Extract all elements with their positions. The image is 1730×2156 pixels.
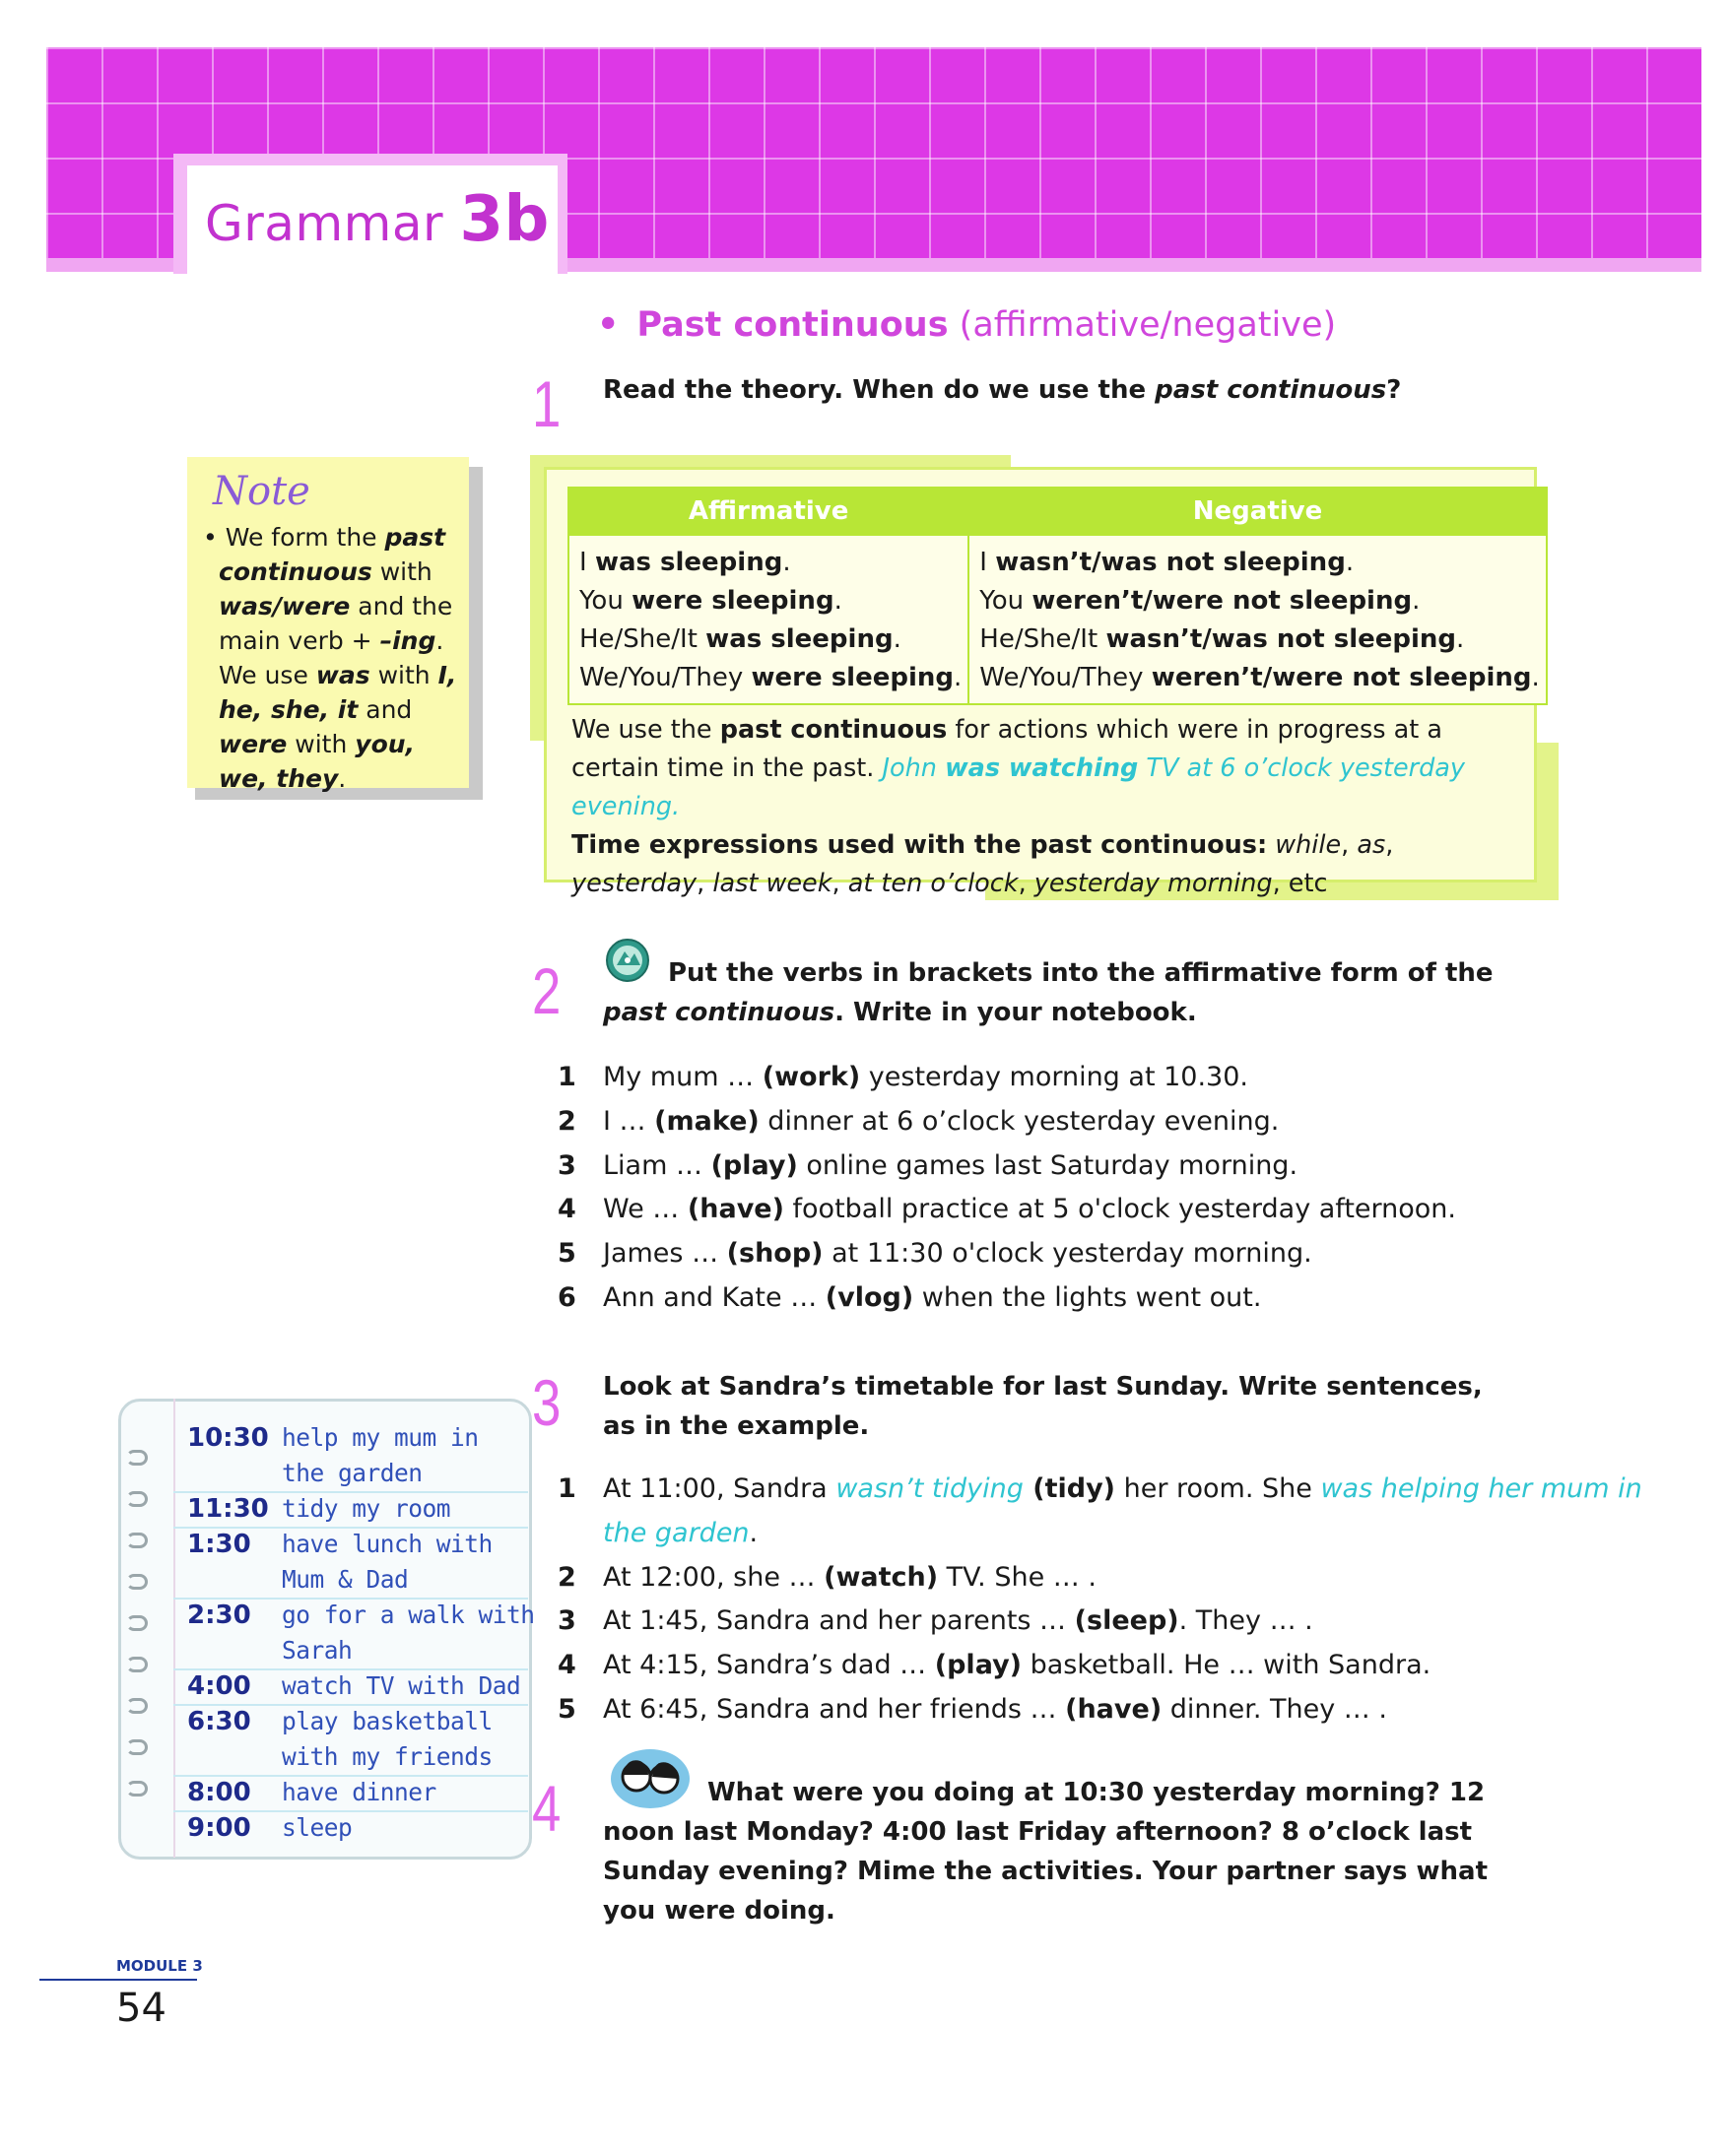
theory-row: We/You/They were sleeping. <box>579 663 963 692</box>
theory-row: I wasn’t/was not sleeping. <box>979 548 1355 577</box>
theory-header-negative: Negative <box>968 488 1547 535</box>
timetable-activity: tidy my room <box>282 1494 451 1523</box>
note-text: • We form the past continuous with was/were and the main verb + –ing. We use was with I, he, she, it and were with you, we, they. <box>203 523 457 793</box>
theory-example: John was watching TV at 6 o’clock yesterday evening. <box>571 753 1466 821</box>
section-heading: • Past continuous (affirmative/negative) <box>597 305 1337 345</box>
ring-icon <box>126 1450 148 1466</box>
list-item: 5 James … (shop) at 11:30 o'clock yesterday morning. <box>558 1238 1312 1270</box>
timetable-time: 6:30 <box>187 1707 251 1736</box>
list-item: the garden. <box>603 1517 759 1548</box>
theory-header-affirmative: Affirmative <box>568 488 968 535</box>
exercise-2-list <box>558 1056 1456 1321</box>
timetable-activity: with my friends <box>282 1742 493 1771</box>
exercise-2-number: 2 <box>532 954 562 1027</box>
list-item: 3 At 1:45, Sandra and her parents … (sleep). They … . <box>558 1605 1313 1637</box>
list-item: 2 At 12:00, she … (watch) TV. She … . <box>558 1561 1097 1593</box>
theory-affirmative-cell <box>568 535 968 704</box>
exercise-3-instruction: Look at Sandra’s timetable for last Sunday. Write sentences, as in the example. <box>603 1372 1483 1441</box>
list-item: 1 My mum … (work) yesterday morning at 10.30. <box>558 1062 1248 1092</box>
ring-icon <box>126 1781 148 1797</box>
exercise-4-instruction: What were you doing at 10:30 yesterday morning? 12 noon last Monday? 4:00 last Friday afternoon? 8 o’clock last Sunday evening? Mime the activities. Your partner says what you were doing. <box>603 1778 1489 1926</box>
timetable-time: 11:30 <box>187 1494 269 1524</box>
ring-icon <box>126 1657 148 1672</box>
theory-row: You weren’t/were not sleeping. <box>979 586 1421 616</box>
timetable-time: 2:30 <box>187 1601 251 1630</box>
module-label: MODULE 3 <box>116 1957 203 1975</box>
timetable-time: 1:30 <box>187 1530 251 1559</box>
timetable-time: 10:30 <box>187 1423 269 1453</box>
timetable-time: 9:00 <box>187 1813 251 1843</box>
note-title: Note <box>213 469 310 514</box>
list-item: 1 At 11:00, Sandra wasn’t tidying (tidy) her room. She was helping her mum in <box>558 1473 1642 1504</box>
list-item: 4 At 4:15, Sandra’s dad … (play) basketball. He … with Sandra. <box>558 1650 1431 1681</box>
exercise-3-list <box>558 1468 1642 1732</box>
timetable-activity: the garden <box>282 1459 423 1487</box>
list-item: 6 Ann and Kate … (vlog) when the lights went out. <box>558 1281 1262 1313</box>
ring-icon <box>126 1491 148 1507</box>
ring-icon <box>126 1739 148 1755</box>
timetable-activity: go for a walk with <box>282 1601 535 1629</box>
timetable-time: 8:00 <box>187 1778 251 1807</box>
timetable-activity: have lunch with <box>282 1530 493 1558</box>
timetable-activity: watch TV with Dad <box>282 1671 521 1700</box>
theory-negative-cell <box>968 535 1547 704</box>
theory-row: He/She/It was sleeping. <box>579 624 901 654</box>
ring-icon <box>126 1615 148 1631</box>
exercise-2-instruction: Put the verbs in brackets into the affirmative form of the past continuous. Write in your notebook. <box>603 958 1494 1027</box>
list-item: 5 At 6:45, Sandra and her friends … (have) dinner. They … . <box>558 1693 1387 1725</box>
exercise-4-number: 4 <box>532 1772 562 1845</box>
theory-row: You were sleeping. <box>579 586 842 616</box>
ring-icon <box>126 1533 148 1548</box>
timetable-time: 4:00 <box>187 1671 251 1701</box>
list-item: 3 Liam … (play) online games last Saturday morning. <box>558 1149 1298 1181</box>
theory-row: I was sleeping. <box>579 548 791 577</box>
theory-explanation: We use the past continuous for actions which were in progress at a certain time in the past. John was watching TV at 6 o’clock yesterday evening. Time expressions used with the past continuous: while, as, yesterday, last week, at ten o’clock, yesterday morning, etc <box>571 715 1466 898</box>
footer-divider <box>39 1979 197 1981</box>
list-item: 4 We … (have) football practice at 5 o'clock yesterday afternoon. <box>558 1194 1457 1225</box>
exercise-1-instruction: Read the theory. When do we use the past continuous? <box>603 375 1402 405</box>
timetable-activity: Mum & Dad <box>282 1565 409 1594</box>
timetable-activity: Sarah <box>282 1636 353 1665</box>
ring-icon <box>126 1574 148 1590</box>
theory-row: We/You/They weren’t/were not sleeping. <box>979 663 1540 692</box>
exercise-3-number: 3 <box>532 1366 562 1439</box>
timetable-activity: help my mum in <box>282 1423 479 1452</box>
ring-icon <box>126 1698 148 1714</box>
timetable-activity: sleep <box>282 1813 353 1842</box>
page-number: 54 <box>116 1986 166 2031</box>
note-card <box>187 457 469 793</box>
page-title: Grammar 3b <box>205 183 550 256</box>
list-item: 2 I … (make) dinner at 6 o’clock yesterday evening. <box>558 1105 1280 1137</box>
timetable-activity: have dinner <box>282 1778 436 1806</box>
theory-table <box>567 487 1548 705</box>
exercise-1-number: 1 <box>532 367 562 440</box>
timetable-activity: play basketball <box>282 1707 493 1735</box>
theory-row: He/She/It wasn’t/was not sleeping. <box>979 624 1465 654</box>
